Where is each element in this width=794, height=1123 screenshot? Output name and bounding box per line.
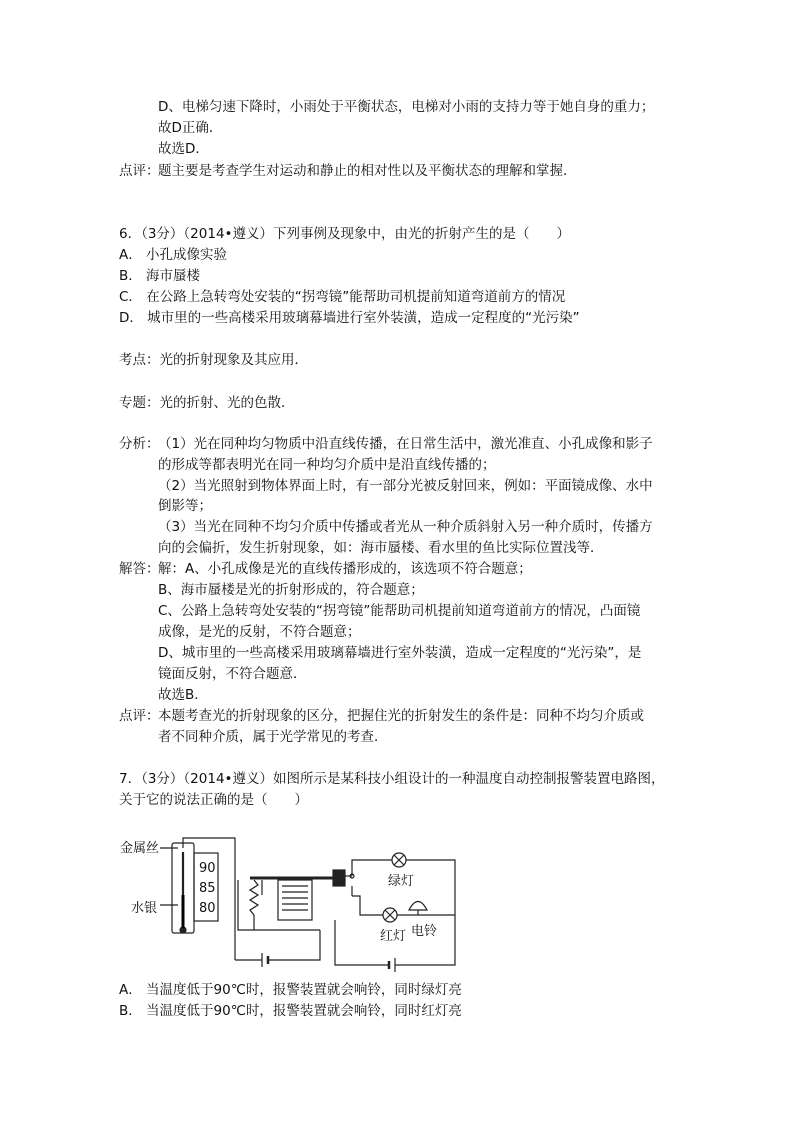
red-lamp-wire [352, 896, 455, 915]
q7-option-b: B． 当温度低于90℃时，报警装置就会响铃，同时红灯亮 [119, 1003, 462, 1019]
q7-stem-line: 关于它的说法正确的是（ ） [119, 792, 308, 808]
q6-analysis-line: 向的会偏折，发生折射现象，如：海市蜃楼、看水里的鱼比实际位置浅等． [158, 540, 604, 556]
green-lamp-label: 绿灯 [388, 874, 415, 889]
spring [250, 880, 258, 915]
q6-option-b: B． 海市蜃楼 [119, 268, 201, 284]
q6-option-a: A． 小孔成像实验 [119, 247, 228, 263]
q6-analysis-line: （3）当光在同种不均匀介质中传播或者光从一种介质斜射入另一种介质时，传播方 [158, 519, 653, 535]
prev-d-correct: 故D正确． [158, 120, 223, 136]
q6-option-c: C． 在公路上急转弯处安装的“拐弯镜”能帮助司机提前知道弯道前方的情况 [119, 289, 566, 305]
mercury-label: 水银 [131, 901, 158, 916]
q6-comment-line: 者不同种介质，属于光学常见的考查． [158, 729, 388, 745]
prev-comment: 题主要是考查学生对运动和静止的相对性以及平衡状态的理解和掌握． [158, 163, 577, 179]
q6-comment-label: 点评： [119, 708, 160, 724]
red-lamp-label: 红灯 [380, 929, 407, 944]
q6-answer-line: C、公路上急转弯处安装的“拐弯镜”能帮助司机提前知道弯道前方的情况，凸面镜 [158, 603, 641, 619]
prev-option-d: D、电梯匀速下降时，小雨处于平衡状态，电梯对小雨的支持力等于她自身的重力； [158, 99, 655, 115]
q6-comment-line: 本题考查光的折射现象的区分，把握住光的折射发生的条件是：同种不均匀介质或 [158, 708, 644, 724]
q6-answer-line: 故选B． [158, 687, 208, 703]
prev-comment-label: 点评： [119, 163, 160, 179]
q6-answer-line: 镜面反射，不符合题意． [158, 666, 307, 682]
q6-stem: 6．（3分）（2014•遵义）下列事例及现象中，由光的折射产生的是（ ） [119, 226, 570, 242]
q6-analysis-line: 倒影等； [158, 498, 212, 514]
metal-wire-label: 金属丝 [120, 841, 160, 856]
q6-analysis-line: （2）当光照射到物体界面上时，有一部分光被反射回来，例如：平面镜成像、水中 [158, 478, 653, 494]
scale-mark: 90 [199, 861, 216, 876]
q7-stem-line: 7．（3分）（2014•遵义）如图所示是某科技小组设计的一种温度自动控制报警装置电路图， [119, 771, 665, 787]
wire-metal-to-battery [183, 838, 235, 960]
q6-answer-line: 解：A、小孔成像是光的直线传播形成的，该选项不符合题意； [158, 561, 532, 577]
control-return-wire [268, 930, 320, 960]
scale-mark: 85 [199, 881, 216, 896]
prev-choose: 故选D． [158, 141, 209, 157]
q7-option-a: A． 当温度低于90℃时，报警装置就会响铃，同时绿灯亮 [119, 982, 462, 998]
q6-answer-line: D、城市里的一些高楼采用玻璃幕墙进行室外装潢，造成一定程度的“光污染”，是 [158, 645, 642, 661]
q6-option-d: D． 城市里的一些高楼采用玻璃幕墙进行室外装潢，造成一定程度的“光污染” [119, 310, 580, 326]
q6-analysis-line: 的形成等都表明光在同一种均匀介质中是沿直线传播的； [158, 457, 496, 473]
q6-answer-line: 成像，是光的反射，不符合题意； [158, 624, 361, 640]
q6-zhuanti: 专题：光的折射、光的色散． [119, 395, 295, 411]
q6-kaodian: 考点：光的折射现象及其应用． [119, 352, 308, 368]
q6-analysis-line: （1）光在同种均匀物质中沿直线传播，在日常生活中，激光准直、小孔成像和影子 [158, 436, 653, 452]
q6-answer-label: 解答： [119, 561, 160, 577]
q6-answer-line: B、海市蜃楼是光的折射形成的，符合题意； [158, 582, 424, 598]
bell-label: 电铃 [411, 924, 438, 939]
q6-analysis-label: 分析： [119, 436, 160, 452]
contact-block [333, 870, 345, 886]
scale-mark: 80 [199, 901, 216, 916]
bell-symbol [409, 902, 427, 911]
electromagnet-base-wire [238, 880, 320, 930]
